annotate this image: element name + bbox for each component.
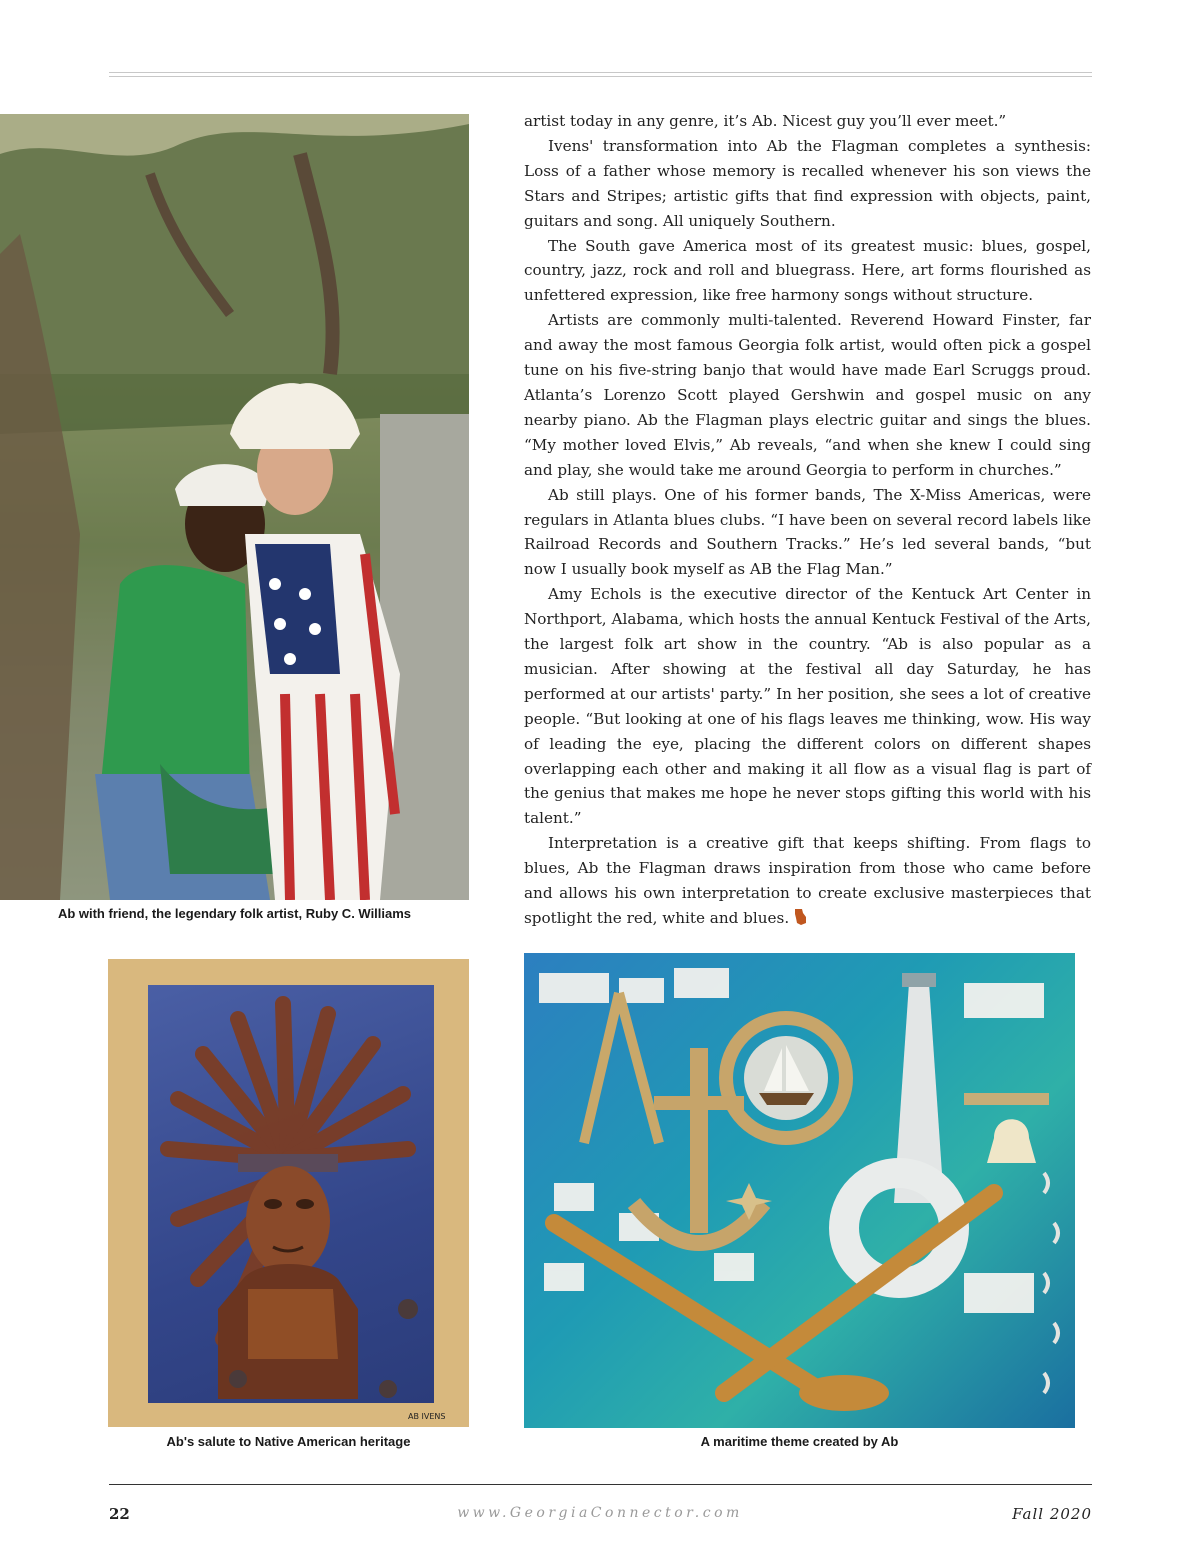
paragraph-last: [524, 831, 1091, 931]
footer-website: www.GeorgiaConnector.com: [457, 1505, 743, 1521]
carving-signature: AB IVENS: [408, 1412, 446, 1421]
photo-maritime-illustration: [524, 953, 1075, 1428]
paragraph: Ab still plays. One of his former bands, The X-Miss Americas, were regulars in Atlanta blues clubs. “I have been on several record labels like Railroad Records and Southern Tracks.” He’s led several bands, “but now I usually book myself as AB the Flag Man.”: [524, 485, 1091, 579]
paragraph: The South gave America most of its greatest music: blues, gospel, country, jazz, rock and roll and bluegrass. Here, art forms flourished as unfettered expression, like free harmony songs without structure.: [524, 236, 1091, 305]
footer-rule: [109, 1484, 1092, 1485]
article-body: [524, 109, 1091, 931]
paragraph: Artists are commonly multi-talented. Reverend Howard Finster, far and away the most famous Georgia folk artist, would often pick a gospel tune on his five-string banjo that would have made Earl Scruggs proud. Atlanta’s Lorenzo Scott played Gershwin and gospel music on any nearby piano. Ab the Flagman plays electric guitar and sings the blues. “My mother loved Elvis,” Ab reveals, “and when she knew I could sing and play, she would take me around Georgia to perform in churches.”: [524, 311, 1091, 479]
paragraph: Amy Echols is the executive director of the Kentuck Art Center in Northport, Alabama, which hosts the annual Kentuck Festival of the Arts, the largest folk art show in the country. “Ab is also popular as a musician. After showing at the festival all day Saturday, he has performed at our artists' party.” In her position, she sees a lot of creative people. “But looking at one of his flags leaves me thinking, wow. His way of leading the eye, placing the different colors on different shapes overlapping each other and making it all flow as a visual flag is part of the genius that makes me hope he never stops gifting this world with his talent.”: [524, 585, 1091, 828]
caption-maritime: A maritime theme created by Ab: [700, 1434, 899, 1449]
caption-ruby: Ab with friend, the legendary folk artist, Ruby C. Williams: [57, 906, 412, 921]
paragraph: Ivens' transformation into Ab the Flagman completes a synthesis: Loss of a father whose memory is recalled whenever his son views the Stars and Stripes; artistic gifts that find expression with objects, paint, guitars and song. All uniquely Southern.: [524, 136, 1091, 230]
georgia-end-mark-icon: [794, 909, 807, 925]
paragraph-last-text: Interpretation is a creative gift that keeps shifting. From flags to blues, Ab the Flagman draws inspiration from those who came before and allows his own interpretation to create exclusive masterpieces that spotlight the red, white and blues.: [524, 834, 1091, 927]
page-number: 22: [109, 1505, 130, 1523]
paragraph: artist today in any genre, it’s Ab. Nicest guy you’ll ever meet.”: [524, 112, 1007, 130]
photo-ab-with-ruby-illustration: [0, 114, 469, 900]
caption-native: Ab's salute to Native American heritage: [166, 1434, 411, 1449]
header-rule-bottom: [109, 76, 1092, 77]
photo-native-american-carving: [108, 959, 469, 1427]
photo-native-american-illustration: [108, 959, 469, 1427]
photo-maritime-theme: [524, 953, 1075, 1428]
footer-issue: Fall 2020: [1012, 1505, 1092, 1523]
header-rule-top: [109, 72, 1092, 73]
photo-ab-with-ruby: [0, 114, 469, 900]
